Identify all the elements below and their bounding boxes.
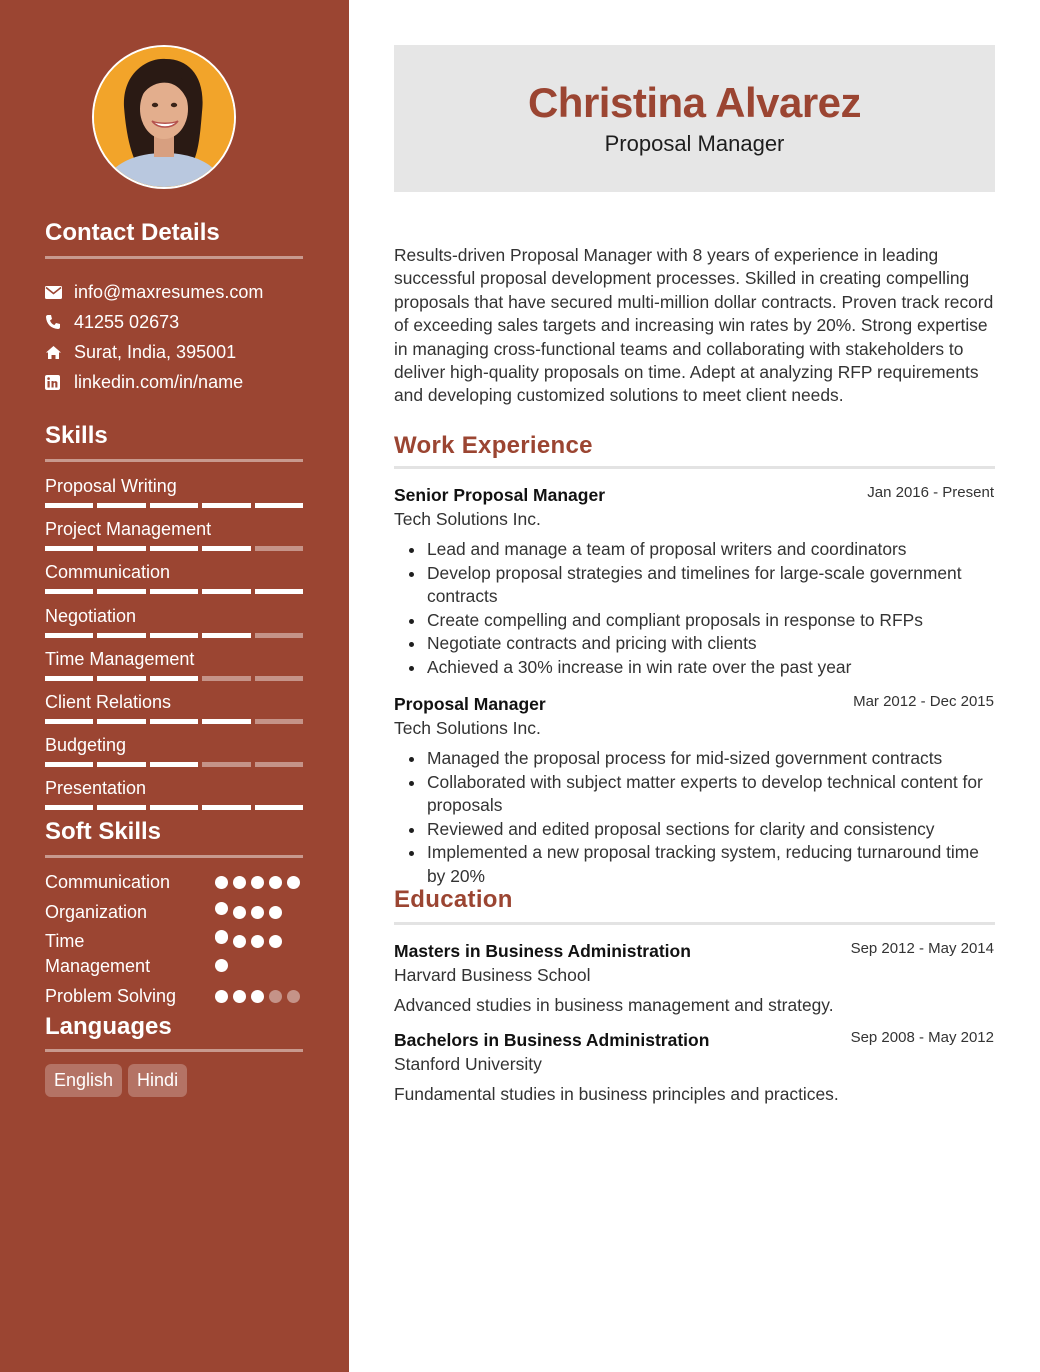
contact-list: [45, 277, 315, 397]
sidebar: [0, 0, 349, 1372]
skill-level-segment: [45, 503, 93, 508]
skill-level-segment: [45, 546, 93, 551]
job-bullet: Achieved a 30% increase in win rate over the past year: [394, 656, 995, 680]
job-bullet: Implemented a new proposal tracking system, reducing turnaround time by 20%: [394, 841, 995, 888]
soft-skill-dot: [233, 906, 246, 919]
skill-level-segment: [255, 719, 303, 724]
skill-name: Project Management: [45, 519, 212, 540]
job-title: Senior Proposal Manager: [394, 485, 606, 505]
full-name: Christina Alvarez: [527, 79, 862, 126]
work-experience-divider: [394, 466, 995, 469]
skill-level-segment: [202, 805, 250, 810]
skill-level-segment: [150, 805, 198, 810]
skill-name: Budgeting: [45, 735, 127, 756]
summary-paragraph: Results-driven Proposal Manager with 8 years of experience in leading successful proposal development processes. Skilled in creating compelling proposals that have secured multi-million dollar contracts. Proven track record of exceeding sales targets and increasing win rates by 20%. Strong expertise in managing cross-functional teams and collaborating with stakeholders to deliver high-quality proposals on time. Adept at analyzing RFP requirements and developing customized solutions to meet client needs.: [394, 245, 994, 406]
contact-phone-text: 41255 02673: [74, 311, 180, 332]
languages-list: [45, 1064, 187, 1097]
soft-skill-dot: [251, 876, 264, 889]
skill-item: [45, 733, 303, 776]
work-experience-heading: Work Experience: [394, 432, 593, 459]
contact-linkedin[interactable]: [45, 367, 315, 397]
soft-skill-name: Organization: [45, 902, 148, 922]
contact-address-text: Surat, India, 395001: [74, 341, 237, 362]
degree-title: Masters in Business Administration: [394, 941, 691, 961]
education-description: Advanced studies in business management and strategy.: [394, 995, 834, 1015]
skill-level-segment: [150, 633, 198, 638]
skill-level-segment: [150, 589, 198, 594]
skill-name: Time Management: [45, 648, 195, 669]
soft-skill-dot: [251, 935, 264, 948]
skill-name: Presentation: [45, 778, 147, 799]
skill-level-segment: [97, 676, 145, 681]
soft-skills-heading: Soft Skills: [45, 818, 162, 845]
contact-email-text: info@maxresumes.com: [74, 281, 264, 302]
skill-level-segment: [255, 546, 303, 551]
soft-skill-name: Problem Solving: [45, 986, 177, 1006]
soft-skill-dot: [215, 959, 228, 972]
avatar: [92, 45, 236, 189]
job-entry: [394, 483, 995, 680]
soft-skill-item: [45, 900, 303, 929]
phone-icon: [45, 314, 74, 330]
skill-level-segment: [150, 676, 198, 681]
skills-list: [45, 474, 303, 820]
soft-skill-item: [45, 870, 303, 900]
skill-level-segment: [255, 503, 303, 508]
job-bullets: [394, 538, 995, 680]
company-name: Tech Solutions Inc.: [394, 718, 541, 738]
education-entry: [394, 939, 995, 1017]
skill-level-segment: [202, 546, 250, 551]
skill-level-segment: [150, 719, 198, 724]
skill-level-segment: [255, 676, 303, 681]
soft-skill-dot: [251, 990, 264, 1003]
languages-heading: Languages: [45, 1013, 172, 1040]
job-title: Proposal Manager: [604, 131, 785, 156]
job-entry: [394, 692, 995, 889]
soft-skill-name: Communication: [45, 872, 171, 892]
skill-level-segment: [45, 633, 93, 638]
education-dates: Sep 2012 - May 2014: [850, 940, 994, 957]
soft-skill-dot: [251, 906, 264, 919]
skill-level-segment: [97, 546, 145, 551]
skill-name: Communication: [45, 562, 171, 583]
skill-item: [45, 647, 303, 690]
skill-level-segment: [202, 676, 250, 681]
profile-photo: [94, 47, 234, 187]
job-bullet: Reviewed and edited proposal sections for clarity and consistency: [394, 818, 995, 842]
education-entry: [394, 1028, 995, 1106]
soft-skill-dot: [215, 990, 228, 1003]
skill-name: Negotiation: [45, 605, 137, 626]
email-icon: [45, 286, 74, 299]
skill-name: Proposal Writing: [45, 476, 177, 496]
job-bullet: Lead and manage a team of proposal writers and coordinators: [394, 538, 995, 562]
skill-level-segment: [202, 719, 250, 724]
skill-level-bar: [45, 503, 303, 508]
contact-linkedin-text: linkedin.com/in/name: [74, 371, 244, 392]
languages-divider: [45, 1049, 303, 1052]
skill-item: [45, 560, 303, 603]
soft-skill-dot: [233, 935, 246, 948]
skill-level-segment: [150, 503, 198, 508]
home-icon: [45, 345, 74, 360]
job-bullet: Create compelling and compliant proposals in response to RFPs: [394, 609, 995, 633]
education-description: Fundamental studies in business principles and practices.: [394, 1084, 839, 1104]
soft-skill-dot: [215, 931, 228, 944]
soft-skill-dot: [233, 990, 246, 1003]
skill-level-segment: [45, 719, 93, 724]
language-tag: Hindi: [128, 1064, 187, 1097]
school-name: Stanford University: [394, 1054, 542, 1074]
soft-skills-divider: [45, 855, 303, 858]
skill-level-segment: [45, 762, 93, 767]
skill-level-segment: [97, 503, 145, 508]
skill-level-segment: [150, 762, 198, 767]
job-bullet: Negotiate contracts and pricing with clients: [394, 632, 995, 656]
skill-level-bar: [45, 589, 303, 594]
skill-item: [45, 517, 303, 560]
contact-divider: [45, 256, 303, 259]
skill-item: [45, 474, 303, 517]
skill-item: [45, 776, 303, 819]
degree-title: Bachelors in Business Administration: [394, 1030, 710, 1050]
skill-level-segment: [202, 503, 250, 508]
skill-level-bar: [45, 676, 303, 681]
soft-skills-list: [45, 870, 303, 1014]
company-name: Tech Solutions Inc.: [394, 509, 541, 529]
contact-heading: Contact Details: [45, 219, 220, 246]
linkedin-icon: [45, 375, 74, 390]
education-divider: [394, 922, 995, 925]
skill-item: [45, 604, 303, 647]
skill-level-bar: [45, 546, 303, 551]
job-bullet: Collaborated with subject matter experts to develop technical content for proposals: [394, 771, 995, 818]
soft-skill-dot: [269, 990, 282, 1003]
skill-level-segment: [45, 676, 93, 681]
skill-level-segment: [255, 589, 303, 594]
skill-level-segment: [202, 762, 250, 767]
skill-level-segment: [97, 589, 145, 594]
skill-level-segment: [97, 719, 145, 724]
skills-heading: Skills: [45, 422, 108, 449]
skill-name: Client Relations: [45, 691, 172, 712]
skill-level-segment: [97, 633, 145, 638]
soft-skill-dot: [215, 902, 228, 915]
name-header: [394, 45, 995, 192]
soft-skill-dot: [287, 876, 300, 889]
skill-level-segment: [255, 762, 303, 767]
contact-phone[interactable]: [45, 307, 315, 337]
soft-skill-dot: [233, 876, 246, 889]
skill-level-bar: [45, 762, 303, 767]
skill-level-segment: [150, 546, 198, 551]
soft-skill-dot: [269, 906, 282, 919]
skill-level-segment: [45, 589, 93, 594]
soft-skill-item: [45, 929, 303, 984]
soft-skill-dot: [215, 876, 228, 889]
soft-skill-dot: [269, 935, 282, 948]
contact-email[interactable]: [45, 277, 315, 307]
job-bullets: [394, 747, 995, 889]
skills-divider: [45, 459, 303, 462]
skill-level-bar: [45, 805, 303, 810]
skill-level-segment: [45, 805, 93, 810]
skill-level-segment: [97, 805, 145, 810]
school-name: Harvard Business School: [394, 965, 591, 985]
job-dates: Mar 2012 - Dec 2015: [853, 693, 994, 710]
language-tag: English: [45, 1064, 122, 1097]
skill-level-bar: [45, 633, 303, 638]
skill-level-segment: [202, 633, 250, 638]
skill-level-bar: [45, 719, 303, 724]
job-dates: Jan 2016 - Present: [867, 484, 994, 501]
skill-level-segment: [255, 633, 303, 638]
skill-level-segment: [255, 805, 303, 810]
contact-address: [45, 337, 315, 367]
education-dates: Sep 2008 - May 2012: [850, 1029, 994, 1046]
job-title: Proposal Manager: [394, 694, 546, 714]
soft-skill-item: [45, 984, 303, 1014]
soft-skill-dot: [269, 876, 282, 889]
skill-item: [45, 690, 303, 733]
education-heading: Education: [394, 886, 513, 913]
skill-level-segment: [97, 762, 145, 767]
soft-skill-name: Time Management: [45, 931, 151, 976]
job-bullet: Develop proposal strategies and timelines for large-scale government contracts: [394, 562, 995, 609]
job-bullet: Managed the proposal process for mid-sized government contracts: [394, 747, 995, 771]
soft-skill-dot: [287, 990, 300, 1003]
skill-level-segment: [202, 589, 250, 594]
